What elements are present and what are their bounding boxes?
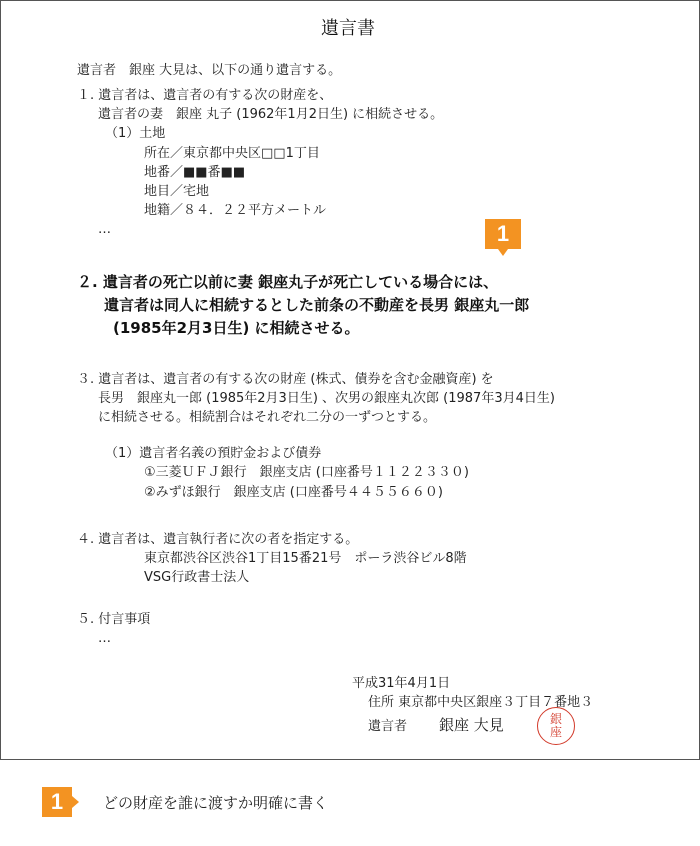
clause-1-ellipsis: … <box>98 222 111 237</box>
seal-stamp-icon <box>537 707 575 745</box>
clause-1-item-heading: （1）土地 <box>105 126 166 141</box>
clause-1-line-2: 遺言者の妻 銀座 丸子 (1962年1月2日生) に相続させる。 <box>98 107 444 122</box>
account-mizuho: ②みずほ銀行 銀座支店 (口座番号４４５５６６０) <box>144 485 443 500</box>
annotation-caption: どの財産を誰に渡すか明確に書く <box>103 794 329 812</box>
clause-5-ellipsis: … <box>98 631 111 646</box>
badge-pointer-icon <box>498 249 508 256</box>
clause-2-line-2: 遺言者は同人に相続するとした前条の不動産を長男 銀座丸一郎 <box>104 296 530 314</box>
testator-label: 遺言者 <box>368 719 408 734</box>
document-title: 遺言書 <box>321 18 375 39</box>
annotation-badge-1: 1 <box>485 219 521 249</box>
land-area: 地籍／８４．２２平方メートル <box>144 203 327 218</box>
seal-char-1: 銀 <box>549 712 562 726</box>
account-mufg: ①三菱ＵＦＪ銀行 銀座支店 (口座番号１１２２３３０) <box>144 465 469 480</box>
clause-3-line-1: ３. 遺言者は、遺言者の有する次の財産 (株式、債券を含む金融資産) を <box>77 372 494 387</box>
clause-3-line-3: に相続させる。相続割合はそれぞれ二分の一ずつとする。 <box>98 410 437 425</box>
intro-text: 遺言者 銀座 大見は、以下の通り遺言する。 <box>77 63 342 78</box>
seal-char-2: 座 <box>549 725 562 739</box>
clause-2-line-3: (1985年2月3日生) に相続させる。 <box>113 319 360 337</box>
clause-2-line-1: ２. 遺言者の死亡以前に妻 銀座丸子が死亡している場合には、 <box>77 273 499 291</box>
clause-5-line-1: ５. 付言事項 <box>77 612 151 627</box>
executor-address: 東京都渋谷区渋谷1丁目15番21号 ポーラ渋谷ビル8階 <box>144 551 467 566</box>
clause-1-line-1: １. 遺言者は、遺言者の有する次の財産を、 <box>77 88 333 103</box>
legend-arrow-icon <box>72 796 79 808</box>
clause-3-item-heading: （1）遺言者名義の預貯金および債券 <box>105 446 322 461</box>
clause-3-line-2: 長男 銀座丸一郎 (1985年2月3日生) 、次男の銀座丸次郎 (1987年3月4日生) <box>98 391 555 406</box>
legend-badge-1: 1 <box>42 787 72 817</box>
land-category: 地目／宅地 <box>144 184 210 199</box>
signature-date: 平成31年4月1日 <box>352 676 451 691</box>
land-location: 所在／東京都中央区□□1丁目 <box>144 146 320 161</box>
signature-address: 住所 東京都中央区銀座３丁目７番地３ <box>368 695 594 710</box>
clause-4-line-1: ４. 遺言者は、遺言執行者に次の者を指定する。 <box>77 532 359 547</box>
executor-name: VSG行政書士法人 <box>144 570 250 585</box>
land-lot-number: 地番／■■番■■ <box>144 165 246 180</box>
testator-name: 銀座 大見 <box>439 716 504 734</box>
